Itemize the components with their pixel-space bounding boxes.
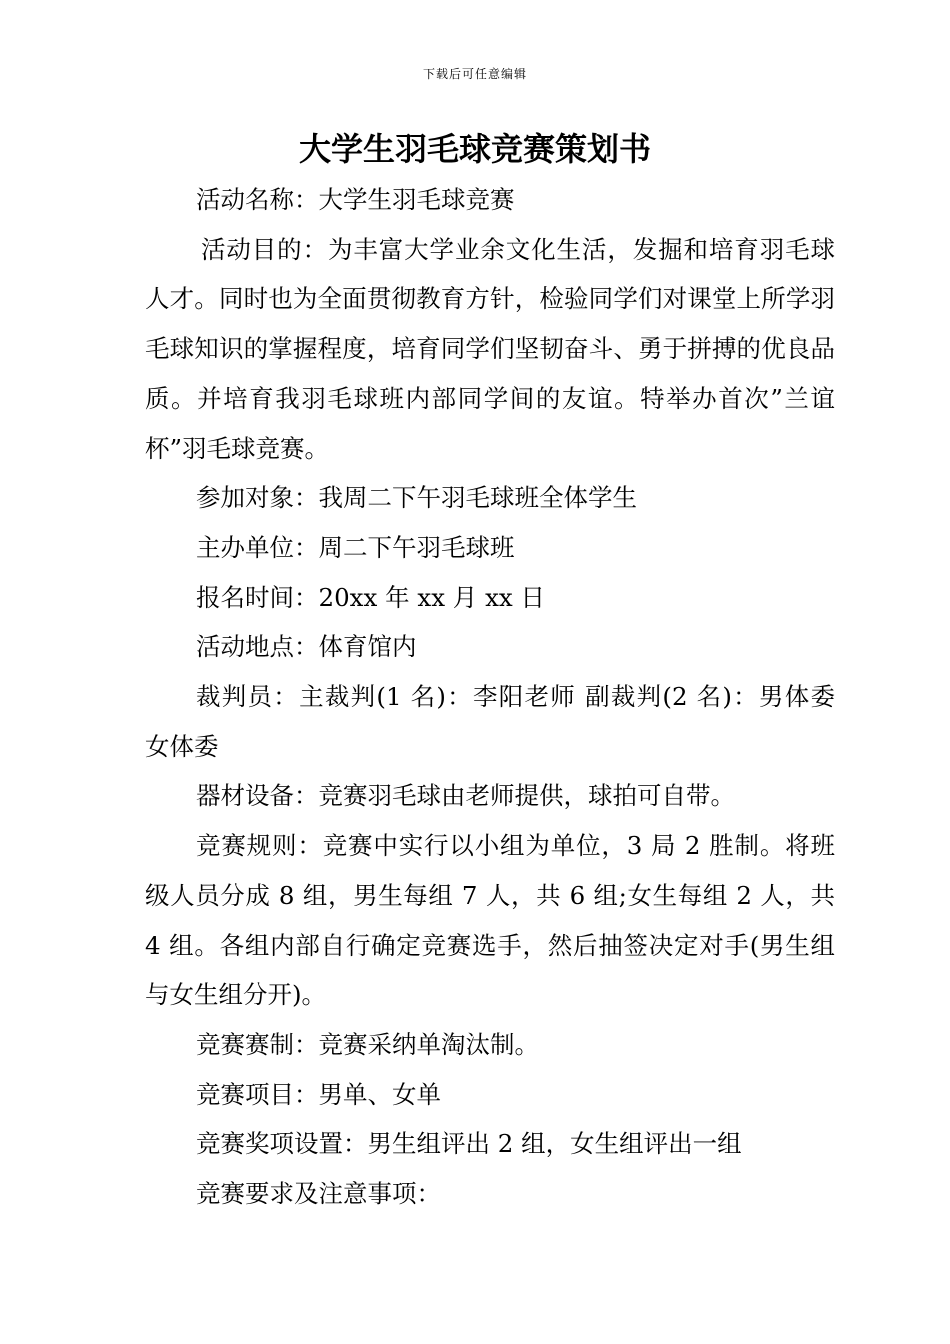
paragraph-requirements: 竞赛要求及注意事项：: [196, 1179, 441, 1209]
paragraph-registration-time: 报名时间：20xx 年 xx 月 xx 日: [196, 582, 546, 612]
paragraph-rules: 竞赛规则：竞赛中实行以小组为单位，3 局 2 胜制。将班级人员分成 8 组，男生每组 7 人，共 6 组;女生每组 2 人，共 4 组。各组内部自行确定竞赛选手，然后抽签决定对手(男生组与女生组分开)。: [145, 831, 835, 1010]
paragraph-awards: 竞赛奖项设置：男生组评出 2 组，女生组评出一组: [196, 1129, 742, 1159]
paragraph-referees: 裁判员：主裁判(1 名)：李阳老师 副裁判(2 名)：男体委 女体委: [145, 682, 835, 761]
paragraph-venue: 活动地点：体育馆内: [196, 632, 417, 662]
paragraph-equipment: 器材设备：竞赛羽毛球由老师提供，球拍可自带。: [196, 781, 735, 811]
paragraph-format: 竞赛赛制：竞赛采纳单淘汰制。: [196, 1029, 539, 1059]
paragraph-activity-name: 活动名称：大学生羽毛球竞赛: [196, 185, 515, 214]
paragraph-activity-purpose: 活动目的：为丰富大学业余文化生活，发掘和培育羽毛球人才。同时也为全面贯彻教育方针，检验同学们对课堂上所学羽毛球知识的掌握程度，培育同学们坚韧奋斗、勇于拼搏的优良品质。并培育我羽毛球班内部同学间的友谊。特举办首次”兰谊杯”羽毛球竞赛。: [145, 234, 835, 463]
header-note: 下载后可任意编辑: [422, 67, 527, 81]
document-body: [145, 175, 835, 1219]
paragraph-organizer: 主办单位：周二下午羽毛球班: [196, 532, 515, 562]
paragraph-events: 竞赛项目：男单、女单: [196, 1079, 441, 1109]
document-title: 大学生羽毛球竞赛策划书: [298, 130, 651, 168]
paragraph-participants: 参加对象：我周二下午羽毛球班全体学生: [196, 483, 637, 513]
